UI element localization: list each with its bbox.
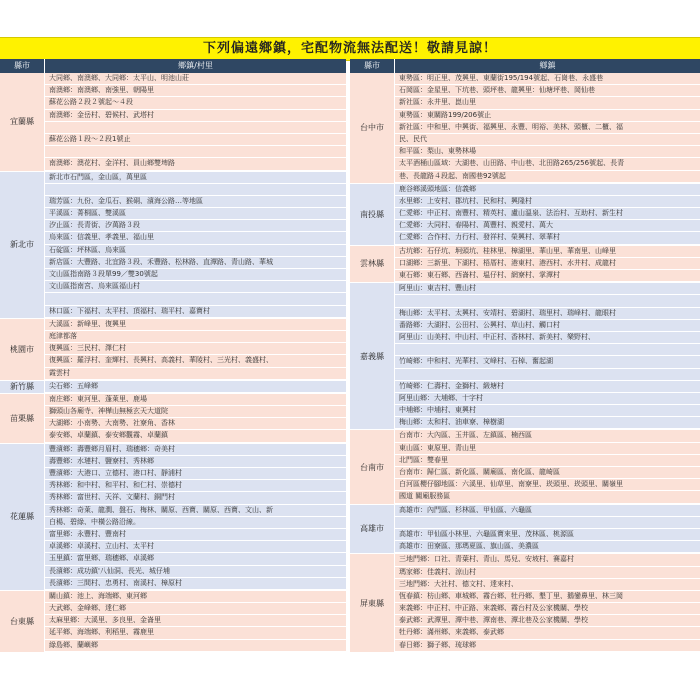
town-row: 瑞芳區：九份、金瓜石、猴硐、濱海公路…等地區 bbox=[45, 196, 346, 208]
town-row: 巷、長龍路４段起、南國巷92號起 bbox=[395, 171, 700, 183]
town-list bbox=[395, 554, 700, 652]
county-group bbox=[0, 172, 346, 319]
town-row: 中埔鄉：中埔村、東興村 bbox=[395, 405, 700, 417]
town-row: 瑪家鄉：佳義村、涼山村 bbox=[395, 567, 700, 579]
county-group bbox=[350, 73, 700, 184]
county-group bbox=[350, 246, 700, 284]
town-list bbox=[395, 246, 700, 283]
towns-header-right: 鄉鎮 bbox=[539, 61, 556, 70]
town-row: 白河區櫻仔腳地區：六溪里、仙草里、南寮里、崁頭里、崁頭里、關嶺里 bbox=[395, 479, 700, 491]
county-group bbox=[350, 283, 700, 430]
town-row: 高雄市：內門區、杉林區、甲仙區、六龜區 bbox=[395, 505, 700, 517]
town-row: 仁愛鄉：中正村、南豐村、精英村、盧山溫泉、法治村、互助村、新生村 bbox=[395, 208, 700, 220]
county-name: 新竹縣 bbox=[0, 381, 45, 393]
town-row: 豐濱鄉：大港口、立德村、港口村、靜浦村 bbox=[45, 468, 346, 480]
county-name: 台中市 bbox=[350, 73, 395, 183]
town-row: 鹿谷鄉溪頭地區：信義鄉 bbox=[395, 184, 700, 196]
town-row: 平溪區：菁桐區、雙溪區 bbox=[45, 208, 346, 220]
county-name: 新北市 bbox=[0, 172, 45, 318]
town-list bbox=[45, 172, 346, 318]
town-row: 阿里山：山美村、中山村、中正村、香林村、新美村、樂野村、 bbox=[395, 332, 700, 344]
town-row bbox=[395, 517, 700, 529]
town-row: 長濱鄉：成功鎮'八仙洞、長光、城仔埔 bbox=[45, 566, 346, 578]
town-row: 阿里山：東吉村、豐山村 bbox=[395, 283, 700, 295]
town-row: 仁愛鄉：大同村、春陽村、萬豐村、親愛村、萬大 bbox=[395, 220, 700, 232]
town-row: 新社區：永井里、崑山里 bbox=[395, 97, 700, 109]
town-row: 三地門鄉：大社村、德文村、達來村、 bbox=[395, 579, 700, 591]
left-table-header bbox=[0, 59, 346, 73]
county-name: 苗栗縣 bbox=[0, 394, 45, 443]
town-row: 泰武鄉：武潭里、潭中巷、潭南巷、潭北巷及公家機關、學校 bbox=[395, 615, 700, 627]
county-name: 宜蘭縣 bbox=[0, 73, 45, 171]
town-row: 烏來區：信義里、孝義里、福山里 bbox=[45, 232, 346, 244]
town-row: 霞雲村 bbox=[45, 368, 346, 380]
town-row: 來義鄉：中正村、中正路、來義鄉、霧台村及公家機關、學校 bbox=[395, 603, 700, 615]
town-row: 新北市石門區，金山區，萬里區 bbox=[45, 172, 346, 184]
town-row: 長濱鄉：三間村、忠勇村、南溪村、樟原村 bbox=[45, 578, 346, 590]
town-row bbox=[45, 146, 346, 158]
county-group bbox=[0, 394, 346, 444]
town-list bbox=[45, 591, 346, 652]
town-row: 民、民代 bbox=[395, 134, 700, 146]
county-header: 縣市 bbox=[0, 59, 45, 73]
town-row: 高雄市：甲仙區小林里、六龜區寶來里、茂林區、桃源區 bbox=[395, 529, 700, 541]
town-row: 台南市：歸仁區、新化區、關廟區、南化區、龍崎區 bbox=[395, 467, 700, 479]
county-group bbox=[350, 430, 700, 504]
county-group bbox=[0, 444, 346, 591]
town-row: 番路鄉：大湖村、公田村、公興村、草山村、觸口村 bbox=[395, 320, 700, 332]
town-row: 高雄市：田寮區、那瑪夏區、旗山區、美濃區 bbox=[395, 541, 700, 553]
county-header-right: 縣市 bbox=[350, 59, 395, 73]
town-row: 太麻里鄉：大溪里、多良里、金崙里 bbox=[45, 615, 346, 627]
county-name: 屏東縣 bbox=[350, 554, 395, 652]
town-row: 復興區：三民村、澤仁村 bbox=[45, 343, 346, 355]
right-table bbox=[350, 59, 700, 653]
town-row: 北門區：雙春里 bbox=[395, 455, 700, 467]
town-row: 仁愛鄉：合作村、力行村、發祥村、榮興村、翠華村 bbox=[395, 232, 700, 244]
town-row: 梅山鄉：太平村、太興村、安靖村、碧湖村、瑞里村、瑞峰村、龍眼村 bbox=[395, 308, 700, 320]
town-row: 三地門鄉：口社、青葉村、青山、馬兒、安坡村、賽嘉村 bbox=[395, 554, 700, 566]
town-row: 春日鄉：獅子鄉、琉球鄉 bbox=[395, 640, 700, 652]
town-row: 延平鄉、海端鄉、利稻里、霧鹿里 bbox=[45, 627, 346, 639]
town-row: 南庄鄉：東河里、蓬萊里、鹿場 bbox=[45, 394, 346, 406]
town-row: 獅頭山各廟寺、神樺山無極玄天大道院 bbox=[45, 406, 346, 418]
town-list bbox=[45, 381, 346, 393]
town-row bbox=[395, 344, 700, 356]
town-row: 新社區：中和里、中興街、福興里、永豐、明裕、美林、頭櫃、二櫃、福 bbox=[395, 122, 700, 134]
town-row: 汐止區：長青街、汐萬路３段 bbox=[45, 220, 346, 232]
county-name: 雲林縣 bbox=[350, 246, 395, 283]
town-row: 泰安鄉、卓蘭鎮、泰安鄉觀霧、卓蘭鎮 bbox=[45, 430, 346, 442]
town-list bbox=[395, 283, 700, 429]
town-row: 蘇花公路１段～２段1號止 bbox=[45, 134, 346, 146]
town-row: 阿里山鄉：大埔鄉、十字村 bbox=[395, 393, 700, 405]
town-row: 南澳鄉：南澳鄉、南強里、朝陽里 bbox=[45, 85, 346, 97]
town-row: 國道 關廟服務區 bbox=[395, 491, 700, 503]
town-row bbox=[395, 295, 700, 307]
town-row bbox=[395, 369, 700, 381]
town-row: 豐濱鄉：壽豐鄉月眉村、瑞穗鄉：奇美村 bbox=[45, 444, 346, 456]
town-row: 南澳鄉：金岳村、碧候村、武塔村 bbox=[45, 110, 346, 122]
town-row: 大湖鄉：小南勢、大南勢、社寮角、香林 bbox=[45, 418, 346, 430]
town-row: 大武鄉、金峰鄉、達仁鄉 bbox=[45, 603, 346, 615]
town-row: 富里鄉：永豐村、豐南村 bbox=[45, 529, 346, 541]
town-row: 南澳鄉：澳花村、金洋村、員山鄉雙埤路 bbox=[45, 158, 346, 170]
town-row: 台南市：大內區、玉井區、左鎮區、楠西區 bbox=[395, 430, 700, 442]
town-row: 牡丹鄉：滿州鄉、來義鄉、泰武鄉 bbox=[395, 627, 700, 639]
town-row: 古坑鄉：石仔坑、坰頭坑、桂林里、樟湖里、華山里、華南里、山峰里 bbox=[395, 246, 700, 258]
town-row bbox=[45, 184, 346, 196]
town-row bbox=[45, 293, 346, 305]
town-row: 秀林鄉：富世村、天祥、文蘭村、銅門村 bbox=[45, 492, 346, 504]
town-list bbox=[395, 184, 700, 245]
town-list bbox=[395, 73, 700, 183]
town-row: 關山鎮：池上、海端鄉、東河鄉 bbox=[45, 591, 346, 603]
town-row: 秀林鄉：奇萊、龍澗、盤石、梅林、關原、西寶、關原、西寶、文山、新 bbox=[45, 505, 346, 517]
county-name: 台南市 bbox=[350, 430, 395, 503]
county-name: 南投縣 bbox=[350, 184, 395, 245]
towns-header: 鄉鎮/村里 bbox=[178, 61, 213, 70]
county-name: 嘉義縣 bbox=[350, 283, 395, 429]
county-name: 台東縣 bbox=[0, 591, 45, 652]
town-row: 林口區：下福村、太平村、頂福村、瑞平村、嘉寶村 bbox=[45, 306, 346, 318]
town-row: 竹崎鄉：中和村、光華村、文峰村、石棹、奮起湖 bbox=[395, 356, 700, 368]
notice-banner: 下列偏遠鄉鎮，宅配物流無法配送！敬請見諒！ bbox=[0, 37, 700, 61]
town-list bbox=[395, 430, 700, 503]
county-group bbox=[350, 505, 700, 555]
town-row: 蘇花公路２段２號起～４段 bbox=[45, 97, 346, 109]
town-row: 白楊、碧綠、中橫公路沿線。 bbox=[45, 517, 346, 529]
town-row: 文山區指南路３段單99／雙30號起 bbox=[45, 269, 346, 281]
town-row: 石岡區：金星里、下坑巷、頭坪巷、龍興里：仙塘坪巷、岡仙巷 bbox=[395, 85, 700, 97]
town-row: 石碇區：坪林區、烏來區 bbox=[45, 245, 346, 257]
town-row: 卓溪鄉：卓溪村、立山村、太平村 bbox=[45, 541, 346, 553]
town-row: 庭津都落 bbox=[45, 331, 346, 343]
town-row: 大同鄉、南澳鄉、大同鄉：太平山、明池山莊 bbox=[45, 73, 346, 85]
town-row: 東山區：東原里、青山里 bbox=[395, 443, 700, 455]
county-name: 花蓮縣 bbox=[0, 444, 45, 590]
town-row: 秀林鄉：和中村、和平村、和仁村、崇德村 bbox=[45, 480, 346, 492]
town-list bbox=[395, 505, 700, 554]
town-row: 東勢區：東關路199/206號止 bbox=[395, 110, 700, 122]
town-list bbox=[45, 319, 346, 380]
county-group bbox=[0, 319, 346, 381]
right-table-header bbox=[350, 59, 700, 73]
county-name: 高雄市 bbox=[350, 505, 395, 554]
town-list bbox=[45, 73, 346, 171]
town-row: 壽豐鄉：水璉村、鹽寮村、秀林鄉 bbox=[45, 456, 346, 468]
town-row: 水里鄉：上安村、郡坑村、民和村、興隆村 bbox=[395, 196, 700, 208]
town-row: 東石鄉：東石鄉、西崙村、塭仔村、網寮村、掌潭村 bbox=[395, 270, 700, 282]
town-list bbox=[45, 444, 346, 590]
town-row: 東勢區：明正里、茂興里、東蘭街195/194號起、石崗巷、永盛巷 bbox=[395, 73, 700, 85]
town-list bbox=[45, 394, 346, 443]
town-row: 口湖鄉：三新里、下湖村、梧厝村、港東村、港西村、水井村、成龍村 bbox=[395, 258, 700, 270]
county-group bbox=[350, 554, 700, 653]
town-row: 和平區：梨山、東勢林場 bbox=[395, 146, 700, 158]
town-row: 玉里鎮：富里鄉、瑞穗鄉、卓溪鄉 bbox=[45, 553, 346, 565]
right-table-body bbox=[350, 73, 700, 653]
town-row: 綠島鄉、蘭嶼鄉 bbox=[45, 640, 346, 652]
town-row: 大溪區：新峰里、復興里 bbox=[45, 319, 346, 331]
left-table-body bbox=[0, 73, 346, 653]
town-row: 復興區：羅浮村、奎輝村、長興村、高義村、華陵村、三光村、義盛村、 bbox=[45, 355, 346, 367]
left-table bbox=[0, 59, 346, 653]
county-group bbox=[0, 591, 346, 653]
county-name: 桃園市 bbox=[0, 319, 45, 380]
county-group bbox=[0, 73, 346, 172]
town-row: 梅山鄉：太和村、油車寮、樟樹湖 bbox=[395, 417, 700, 429]
county-group bbox=[0, 381, 346, 394]
county-group bbox=[350, 184, 700, 246]
town-row: 恆春鎮：枋山鄉、車城鄉、霧台鄉、牡丹鄉、墾丁里、鵝鑾鼻里、林三岡 bbox=[395, 591, 700, 603]
town-row: 文山區指南宮、烏來區福山村 bbox=[45, 281, 346, 293]
town-row: 新店區：大豐路、北宜路３段、禾豐路、松林路、直潭路、青山路、華城 bbox=[45, 257, 346, 269]
town-row: 竹崎鄉：仁壽村、金獅村、緞塘村 bbox=[395, 381, 700, 393]
town-row: 太平酒桶山區域：大湖巷、山田路、中山巷、北田路265/256號起、長青 bbox=[395, 158, 700, 170]
town-row: 尖石鄉：五峰鄉 bbox=[45, 381, 346, 393]
town-row bbox=[45, 122, 346, 134]
